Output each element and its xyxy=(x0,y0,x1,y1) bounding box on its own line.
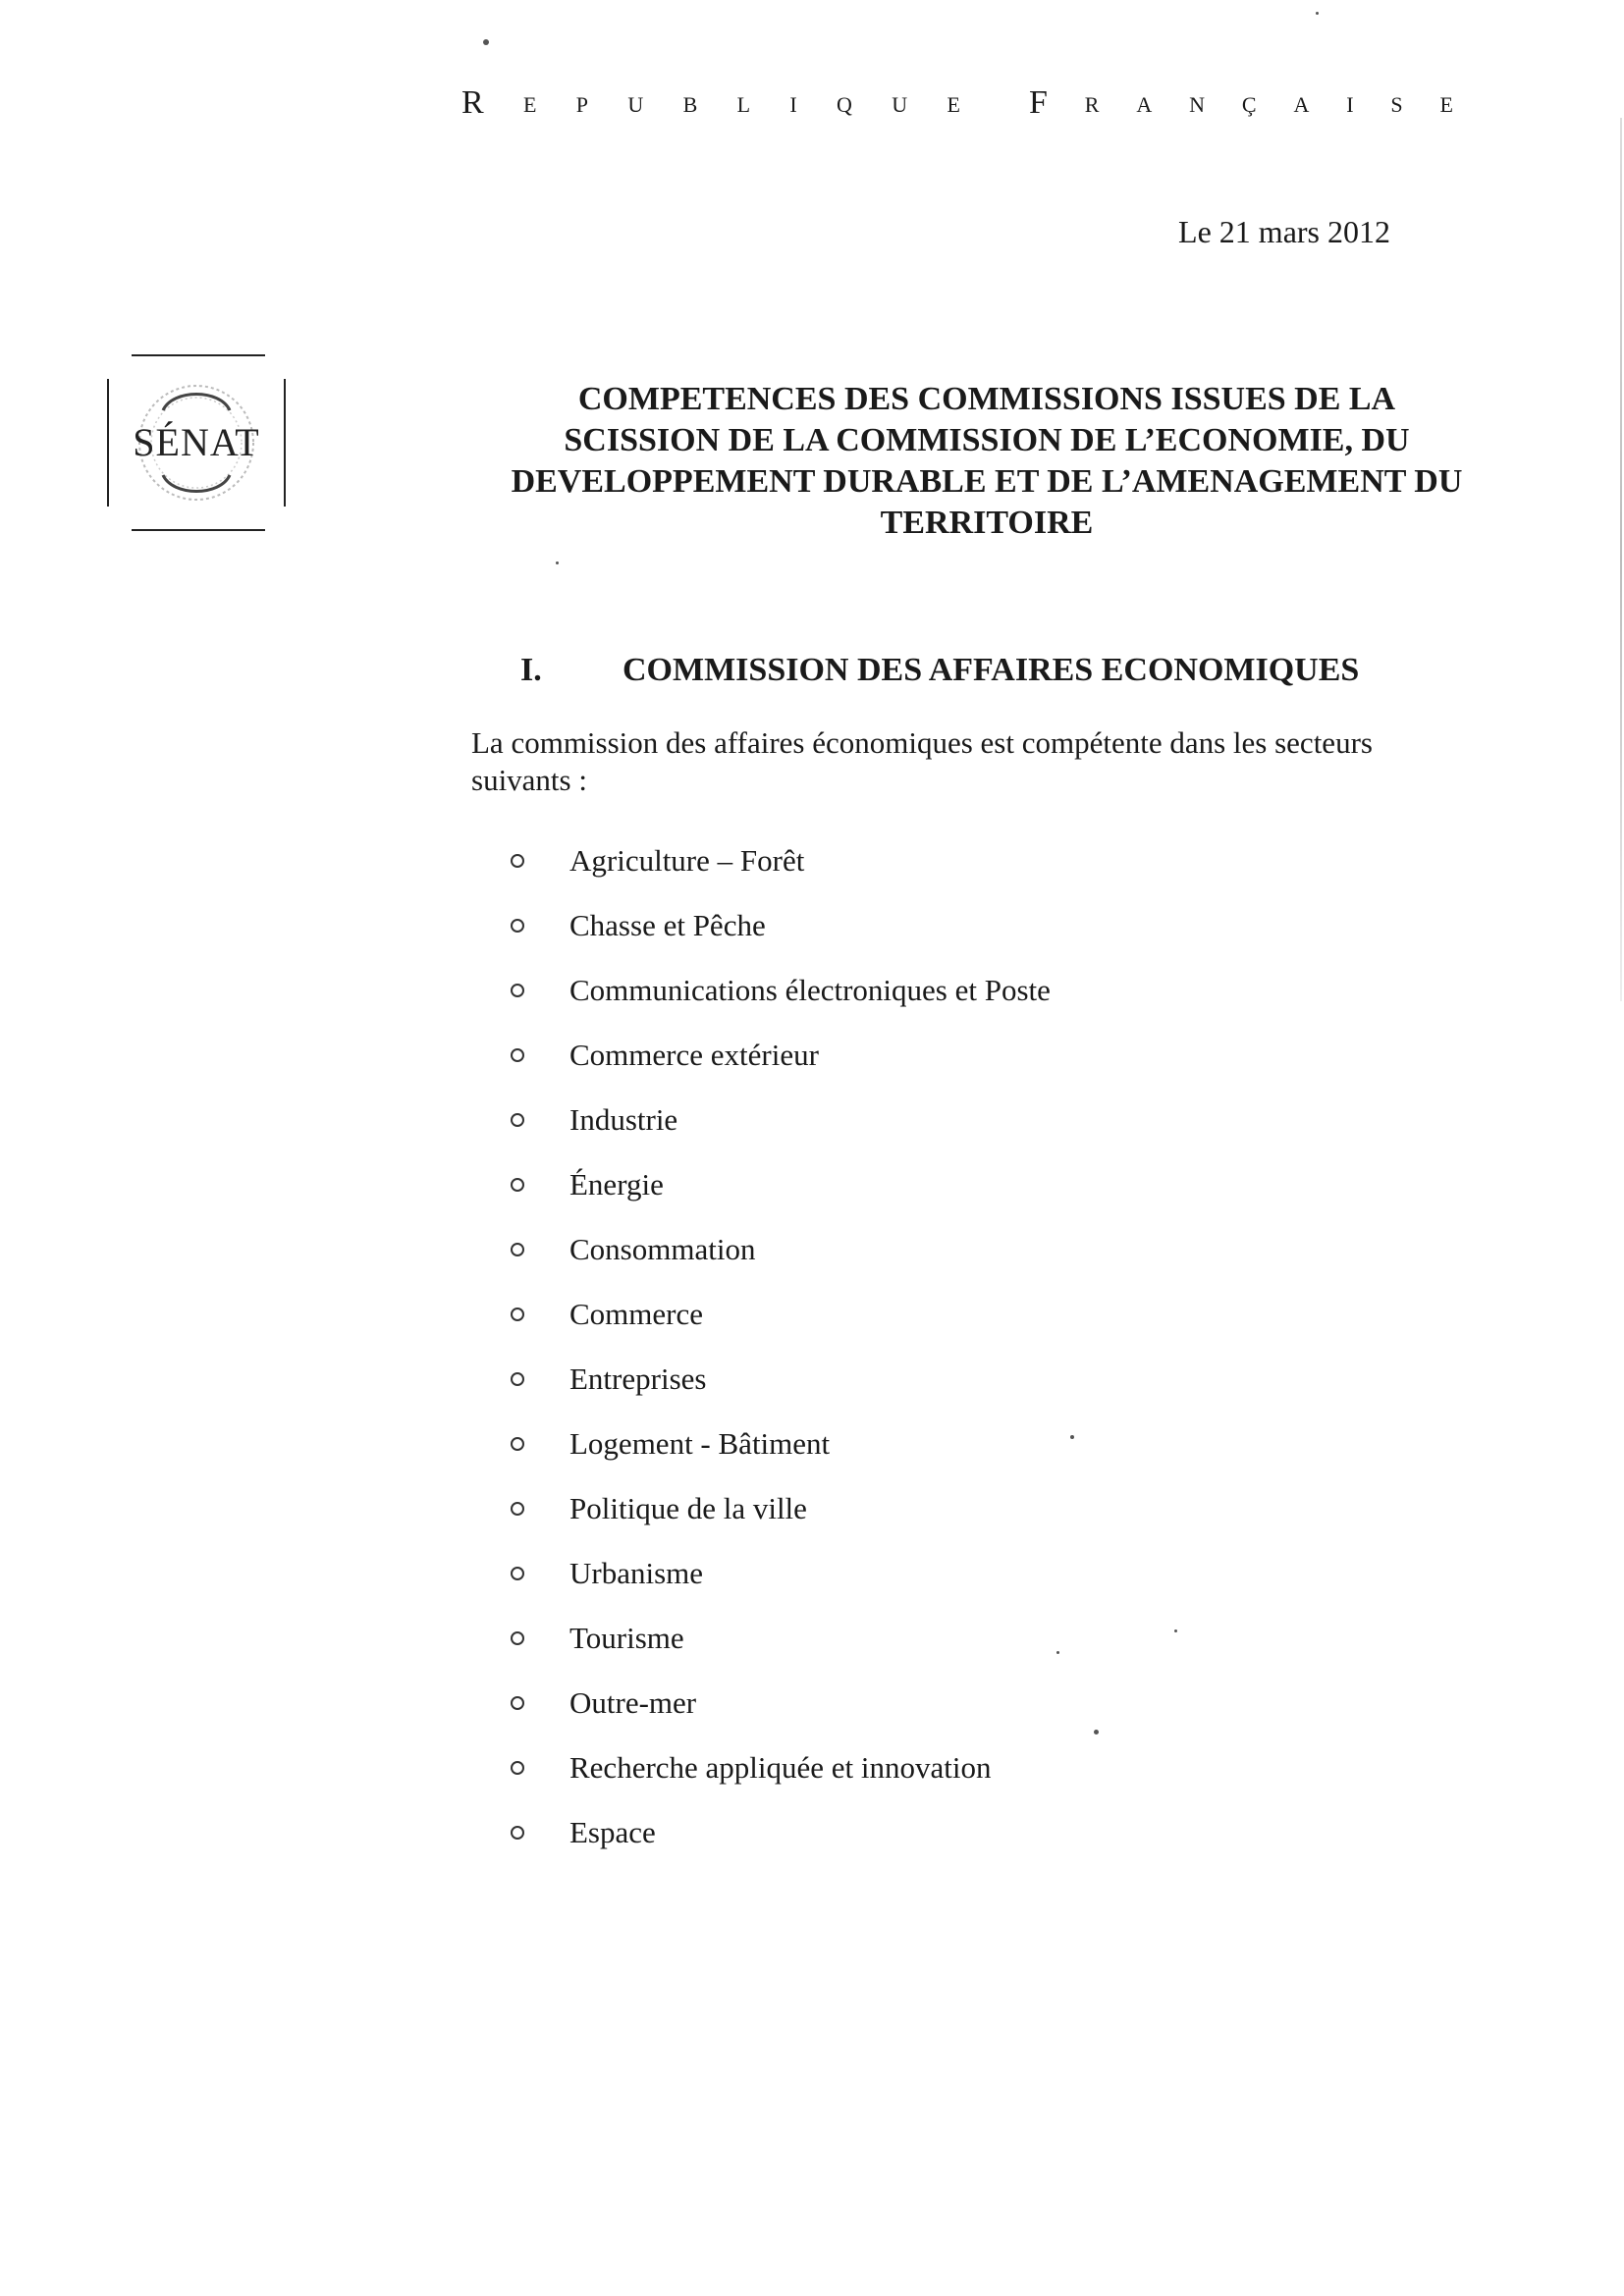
bullet-icon xyxy=(511,1761,524,1775)
section-intro: La commission des affaires économiques est compétente dans les secteurs suivants : xyxy=(471,725,1373,797)
letterhead-letter: I xyxy=(789,92,797,117)
letterhead-letter: E xyxy=(1439,92,1453,117)
sector-list-item xyxy=(511,1217,1051,1282)
sector-list-item xyxy=(511,1152,1051,1217)
sector-label: Outre-mer xyxy=(569,1685,697,1720)
bullet-icon xyxy=(511,1113,524,1127)
scan-edge xyxy=(1620,118,1622,1001)
letterhead-letter: Q xyxy=(837,92,852,117)
letterhead-letter: R xyxy=(461,84,484,121)
letterhead-letter: S xyxy=(1390,92,1403,117)
section-heading xyxy=(520,652,1359,689)
letterhead-letter: A xyxy=(1136,92,1153,117)
letterhead-letter: E xyxy=(947,92,960,117)
sector-label: Urbanisme xyxy=(569,1556,704,1590)
sector-label: Énergie xyxy=(569,1167,664,1201)
scan-speck xyxy=(1174,1629,1177,1632)
bullet-icon xyxy=(511,1826,524,1840)
scan-speck xyxy=(1316,12,1319,15)
sector-list xyxy=(511,828,1051,1865)
sector-list-item xyxy=(511,1282,1051,1347)
sector-label: Tourisme xyxy=(569,1621,684,1655)
scan-speck xyxy=(1094,1730,1099,1735)
letterhead-letter: E xyxy=(523,92,537,117)
bullet-icon xyxy=(511,1696,524,1710)
sector-label: Recherche appliquée et innovation xyxy=(569,1750,992,1785)
letterhead xyxy=(461,84,1453,122)
bullet-icon xyxy=(511,854,524,868)
senat-logo-text: SÉNAT xyxy=(133,420,260,464)
senat-logo xyxy=(104,353,289,532)
bullet-icon xyxy=(511,1631,524,1645)
letterhead-letter: Ç xyxy=(1241,92,1257,117)
sector-list-item xyxy=(511,1735,1051,1800)
sector-list-item xyxy=(511,1347,1051,1412)
bullet-icon xyxy=(511,1567,524,1580)
scan-speck xyxy=(556,561,559,564)
letterhead-letter: R xyxy=(1084,92,1100,117)
letterhead-letter: B xyxy=(682,92,698,117)
scan-speck xyxy=(1056,1651,1059,1654)
title-line: SCISSION DE LA COMMISSION DE L’ECONOMIE, DU xyxy=(564,422,1410,458)
sector-list-item xyxy=(511,1476,1051,1541)
republic-word xyxy=(461,84,960,122)
sector-label: Consommation xyxy=(569,1232,756,1266)
sector-label: Chasse et Pêche xyxy=(569,908,766,942)
scan-speck xyxy=(1070,1435,1074,1439)
sector-label: Commerce xyxy=(569,1297,704,1331)
bullet-icon xyxy=(511,1308,524,1321)
bullet-icon xyxy=(511,1372,524,1386)
section-number: I. xyxy=(520,652,542,688)
sector-list-item xyxy=(511,958,1051,1023)
bullet-icon xyxy=(511,1178,524,1192)
francaise-word xyxy=(1029,84,1453,122)
title-line: TERRITOIRE xyxy=(880,505,1094,541)
letterhead-letter: F xyxy=(1029,84,1048,121)
sector-list-item xyxy=(511,1671,1051,1735)
title-line: DEVELOPPEMENT DURABLE ET DE L’AMENAGEMENT DU xyxy=(511,463,1463,500)
sector-list-item xyxy=(511,828,1051,893)
sector-label: Commerce extérieur xyxy=(569,1038,819,1072)
sector-list-item xyxy=(511,1800,1051,1865)
sector-label: Communications électroniques et Poste xyxy=(569,973,1051,1007)
sector-label: Agriculture – Forêt xyxy=(569,843,805,878)
document-title xyxy=(422,379,1551,544)
letterhead-letter: I xyxy=(1346,92,1354,117)
sector-label: Politique de la ville xyxy=(569,1491,807,1525)
letterhead-letter: U xyxy=(627,92,644,117)
letterhead-letter: U xyxy=(892,92,908,117)
letterhead-letter: A xyxy=(1293,92,1310,117)
bullet-icon xyxy=(511,984,524,997)
sector-label: Espace xyxy=(569,1815,656,1849)
bullet-icon xyxy=(511,1437,524,1451)
letterhead-letter: N xyxy=(1189,92,1206,117)
bullet-icon xyxy=(511,1048,524,1062)
sector-list-item xyxy=(511,1023,1051,1088)
scan-speck xyxy=(483,39,489,45)
title-line: COMPETENCES DES COMMISSIONS ISSUES DE LA xyxy=(577,381,1396,417)
section-title: COMMISSION DES AFFAIRES ECONOMIQUES xyxy=(623,652,1360,688)
sector-list-item xyxy=(511,1412,1051,1476)
letterhead-letter: L xyxy=(736,92,751,117)
sector-list-item xyxy=(511,893,1051,958)
sector-list-item xyxy=(511,1541,1051,1606)
bullet-icon xyxy=(511,919,524,933)
sector-label: Logement - Bâtiment xyxy=(569,1426,831,1461)
sector-label: Industrie xyxy=(569,1102,678,1137)
document-date: Le 21 mars 2012 xyxy=(1178,214,1390,249)
sector-label: Entreprises xyxy=(569,1362,707,1396)
sector-list-item xyxy=(511,1606,1051,1671)
senat-emblem-icon xyxy=(104,353,289,532)
sector-list-item xyxy=(511,1088,1051,1152)
bullet-icon xyxy=(511,1243,524,1256)
letterhead-letter: P xyxy=(575,92,589,117)
bullet-icon xyxy=(511,1502,524,1516)
